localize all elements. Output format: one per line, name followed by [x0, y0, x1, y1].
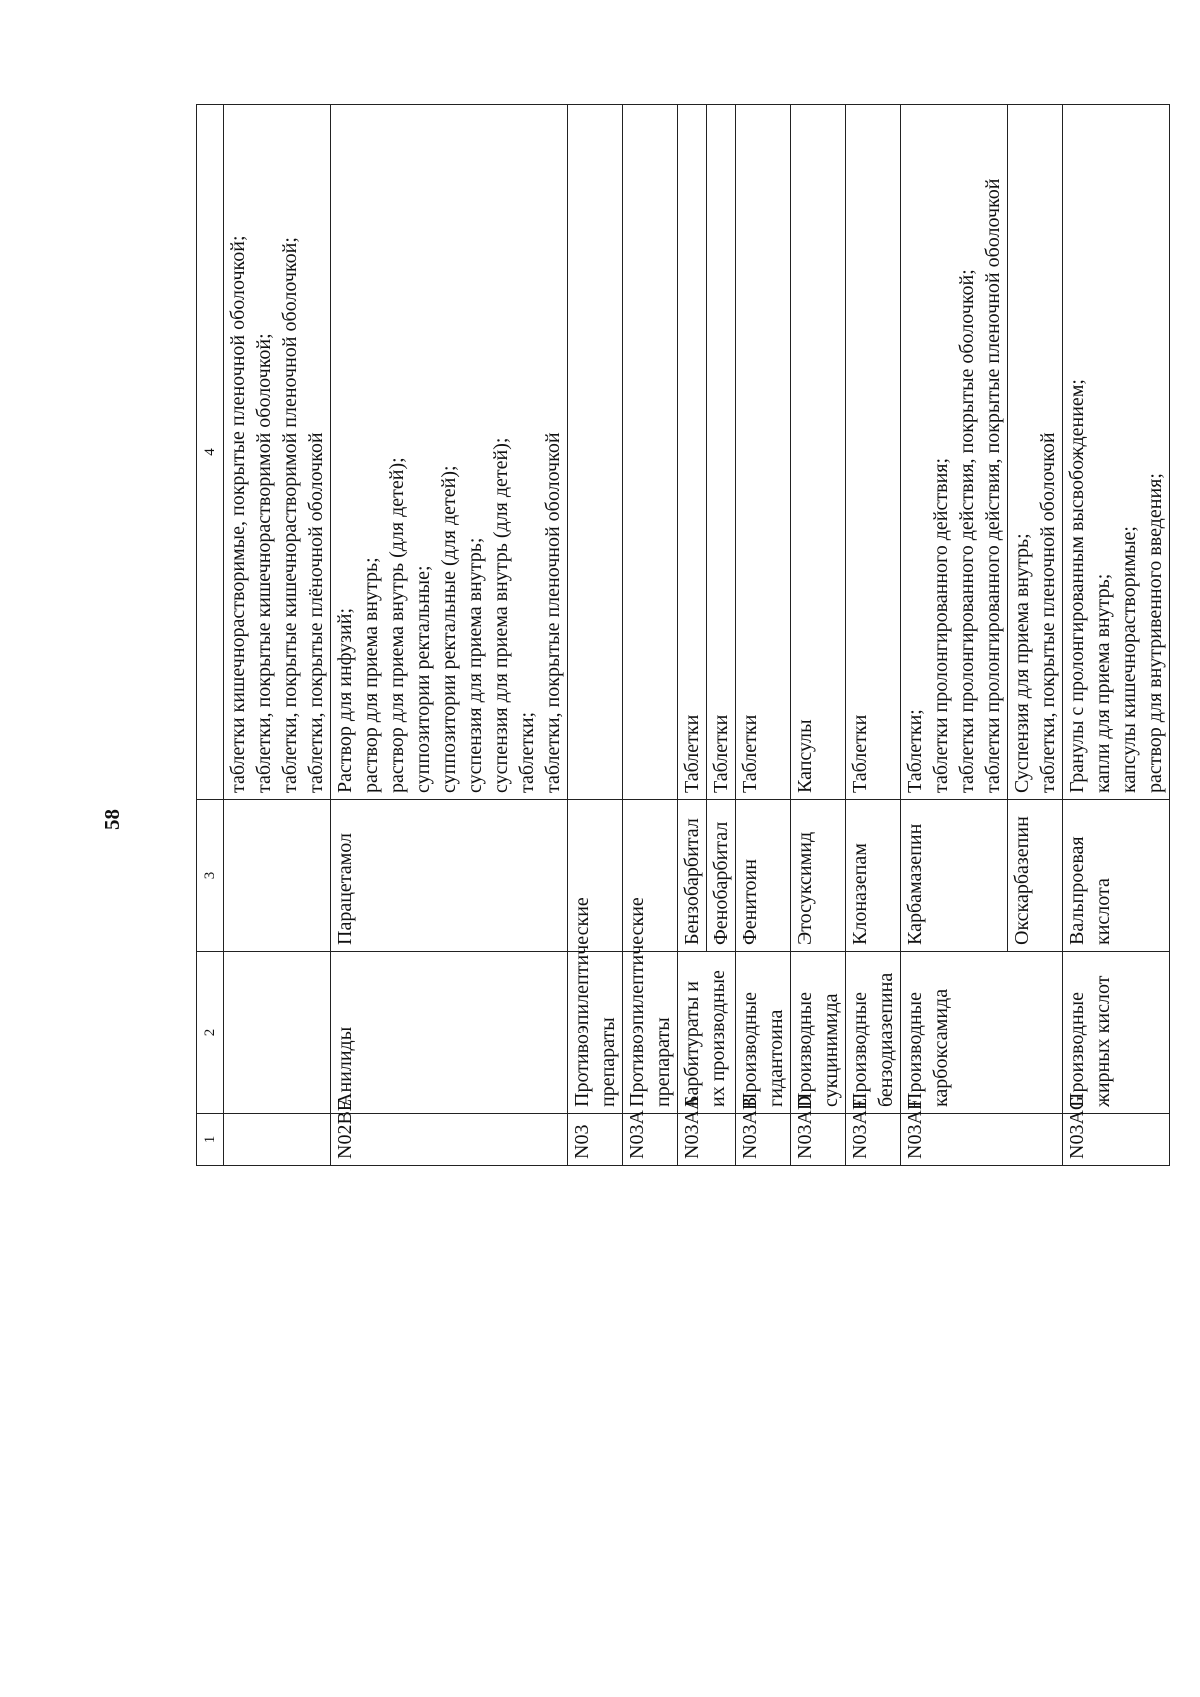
atc-code: N03AF — [901, 1114, 1063, 1166]
drug-name: Фенитоин — [736, 800, 791, 952]
drug-name: Карбамазепин — [901, 800, 1008, 952]
dosage-forms-cell: Таблетки — [707, 105, 736, 800]
dosage-forms-cell — [224, 105, 331, 800]
dosage-forms-cell: Капсулы — [791, 105, 846, 800]
dosage-form: капсулы кишечнорастворимые; — [1118, 526, 1140, 793]
drug-name: Фенобарбитал — [707, 800, 736, 952]
dosage-form: таблетки, покрытые пленочной оболочкой — [542, 432, 564, 793]
dosage-form: раствор для приема внутрь (для детей); — [386, 457, 408, 793]
header-col-1: 1 — [197, 1114, 224, 1166]
group-name: Производные бензодиазепина — [846, 952, 901, 1114]
table-row — [846, 105, 901, 1166]
drug-name: Бензобарбитал — [678, 800, 707, 952]
drug-name: Клоназепам — [846, 800, 901, 952]
table-row — [623, 105, 678, 1166]
dosage-form: таблетки, покрытые пленочной оболочкой — [1037, 432, 1059, 793]
table-row — [224, 105, 331, 1166]
table-row — [791, 105, 846, 1166]
drug-table — [196, 104, 1170, 1166]
dosage-forms-cell: Таблетки — [678, 105, 707, 800]
table-row — [901, 105, 1008, 1166]
atc-code: N03AD — [791, 1114, 846, 1166]
drug-name: Окскарбазепин — [1008, 800, 1063, 952]
dosage-forms-cell — [1063, 105, 1170, 800]
atc-code: N02BE — [331, 1114, 568, 1166]
header-col-2: 2 — [197, 952, 224, 1114]
dosage-form: таблетки пролонгированного действия, покрытые пленочной оболочкой — [982, 178, 1004, 793]
group-name: Противоэпилептические препараты — [623, 952, 678, 1114]
dosage-form: таблетки, покрытые кишечнорастворимой оболочкой; — [253, 333, 275, 793]
table-row — [1063, 105, 1170, 1166]
dosage-form: суппозитории ректальные (для детей); — [438, 465, 460, 793]
dosage-form: таблетки кишечнорастворимые, покрытые пленочной оболочкой; — [227, 235, 249, 793]
table-row — [331, 105, 568, 1166]
dosage-form: суспензия для приема внутрь; — [464, 537, 486, 793]
group-name: Производные гидантоина — [736, 952, 791, 1114]
atc-code: N03AA — [678, 1114, 736, 1166]
atc-code: N03A — [623, 1114, 678, 1166]
dosage-form: таблетки пролонгированного действия, покрытые оболочкой; — [956, 269, 978, 793]
group-name: Производные жирных кислот — [1063, 952, 1170, 1114]
drug-table-rotated — [196, 105, 1166, 1166]
dosage-form: Раствор для инфузий; — [334, 607, 356, 793]
dosage-form: таблетки, покрытые плёночной оболочкой — [305, 432, 327, 793]
atc-code: N03AB — [736, 1114, 791, 1166]
group-name: Барбитураты и их производные — [678, 952, 736, 1114]
header-col-4: 4 — [197, 105, 224, 800]
dosage-form: таблетки; — [516, 711, 538, 793]
drug-name: Парацетамол — [331, 800, 568, 952]
group-name: Производные карбоксамида — [901, 952, 1063, 1114]
dosage-form: Гранулы с пролонгированным высвобождением; — [1066, 379, 1088, 793]
dosage-forms-cell — [331, 105, 568, 800]
table-row — [678, 105, 707, 1166]
table-header-row — [197, 105, 224, 1166]
atc-code: N03AE — [846, 1114, 901, 1166]
dosage-form: раствор для приема внутрь; — [360, 557, 382, 793]
table-row — [568, 105, 623, 1166]
dosage-form: Суспензия для приема внутрь; — [1011, 533, 1033, 793]
dosage-form: таблетки, покрытые кишечнорастворимой пленочной оболочкой; — [279, 237, 301, 793]
atc-code: N03 — [568, 1114, 623, 1166]
dosage-forms-cell: Таблетки — [736, 105, 791, 800]
dosage-forms-cell: Таблетки — [846, 105, 901, 800]
dosage-form: раствор для внутривенного введения; — [1144, 473, 1166, 793]
dosage-form: капли для приема внутрь; — [1092, 573, 1114, 793]
group-name: Противоэпилептические препараты — [568, 952, 623, 1114]
dosage-forms-cell — [901, 105, 1008, 800]
header-col-3: 3 — [197, 800, 224, 952]
dosage-forms-cell — [1008, 105, 1063, 800]
dosage-form: Таблетки; — [904, 709, 926, 793]
table-row — [736, 105, 791, 1166]
dosage-form: таблетки пролонгированного действия; — [930, 457, 952, 793]
drug-name: Этосуксимид — [791, 800, 846, 952]
drug-name: Вальпроевая кислота — [1063, 800, 1170, 952]
group-name: Анилиды — [331, 952, 568, 1114]
group-name: Производные сукцинимида — [791, 952, 846, 1114]
page-number: 58 — [100, 809, 124, 830]
dosage-form: суспензия для приема внутрь (для детей); — [490, 437, 512, 793]
dosage-form: суппозитории ректальные; — [412, 565, 434, 793]
atc-code: N03AG — [1063, 1114, 1170, 1166]
